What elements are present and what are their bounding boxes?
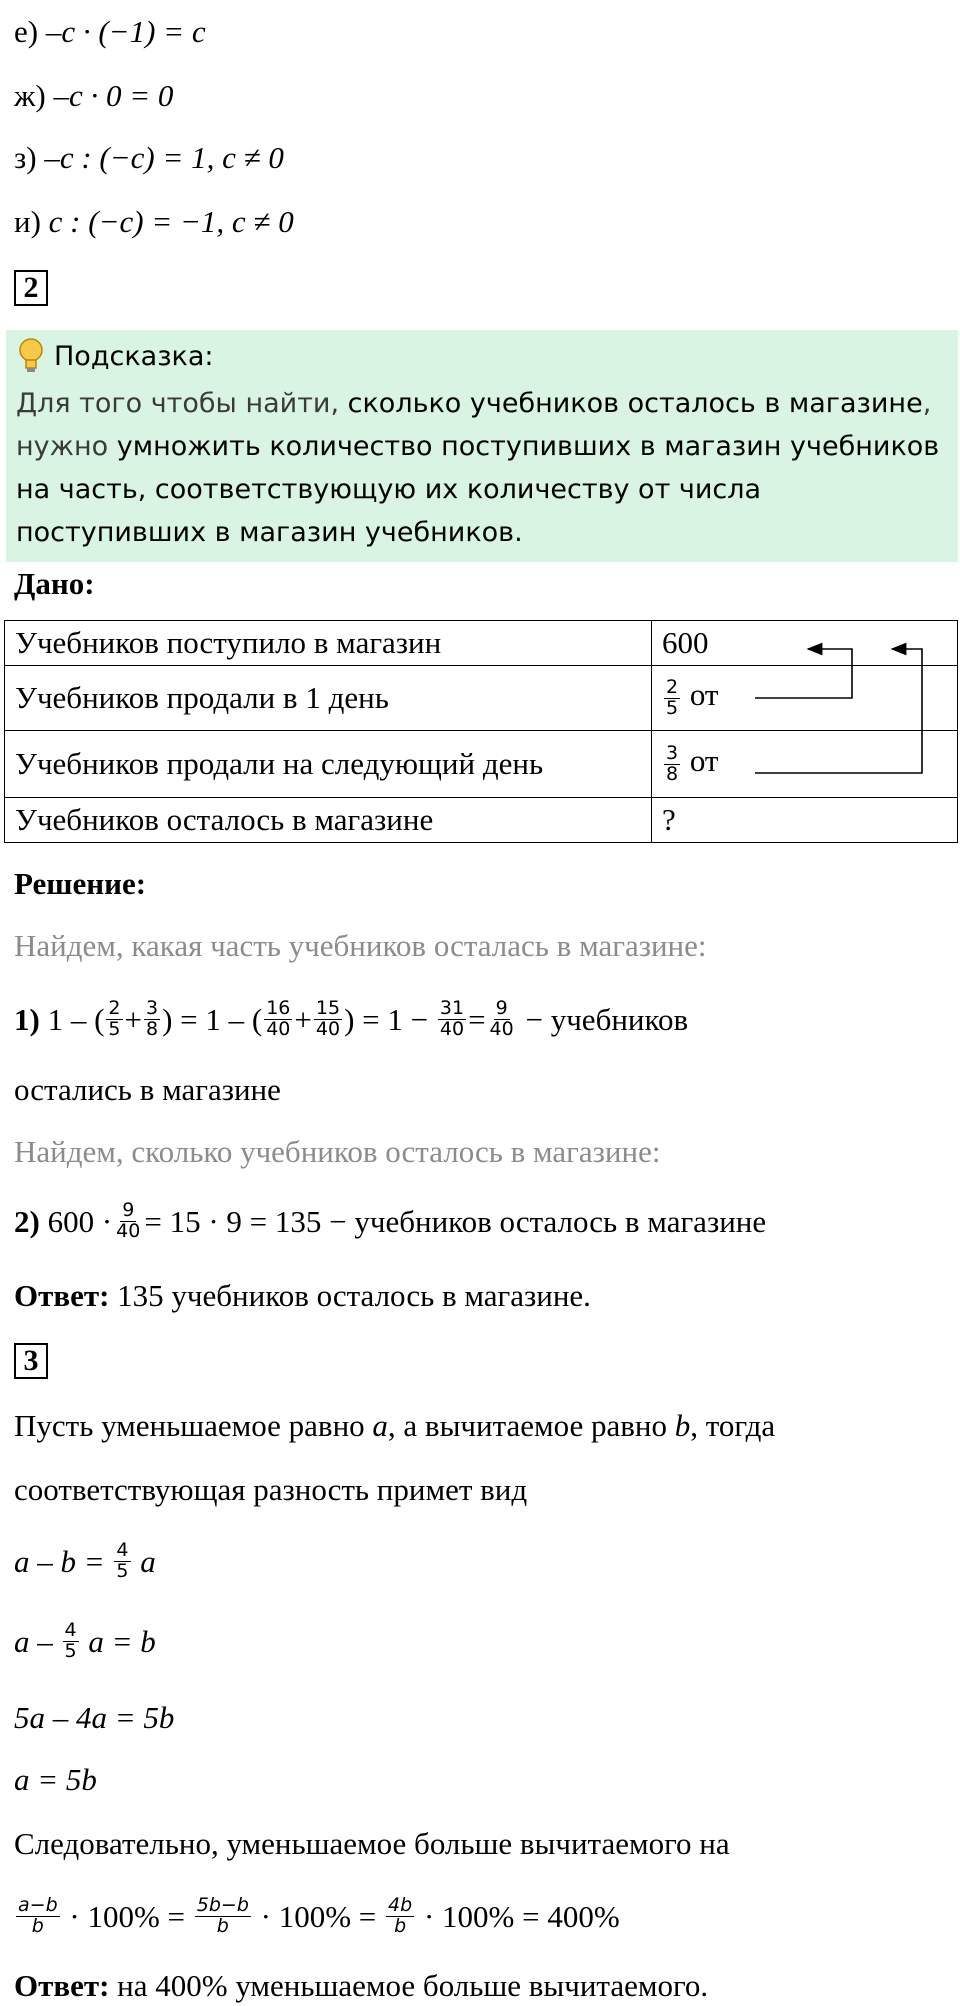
hint-header — [16, 330, 948, 382]
table-row — [5, 666, 958, 731]
math-expr: c : (−c) = −1, c ≠ 0 — [48, 204, 294, 239]
percent-equation — [14, 1888, 620, 1944]
fraction — [195, 1893, 251, 1937]
fraction — [63, 1618, 79, 1662]
answer-text: на 400% уменьшаемое больше вычитаемого. — [109, 1968, 709, 2003]
math-text: · 100% = 400% — [423, 1898, 620, 1934]
answer-label: Ответ: — [14, 1968, 110, 2003]
solution-label: Решение: — [14, 866, 147, 901]
suffix-text: от — [689, 677, 719, 713]
table-cell-label: Учебников осталось в магазине — [5, 798, 652, 843]
table-cell-label: Учебников поступило в магазин — [5, 621, 652, 666]
math-expr: –c · (−1) = c — [45, 14, 206, 49]
fraction-denominator: 40 — [116, 1219, 141, 1242]
text: , тогда — [690, 1408, 776, 1443]
fraction-denominator: 40 — [439, 1017, 465, 1040]
fraction — [438, 996, 466, 1040]
item-label: е) — [14, 14, 39, 49]
hint-text-emph: сколько учебников осталось в магазине — [347, 388, 923, 419]
fraction-denominator: 40 — [489, 1017, 514, 1040]
fraction-numerator: 4b — [388, 1893, 413, 1916]
fraction — [114, 1198, 142, 1242]
answer-2 — [14, 1280, 591, 1311]
math-text: a = b — [88, 1623, 156, 1659]
equation-4: a = 5b — [14, 1762, 97, 1797]
step1-continuation: остались в магазине — [14, 1072, 281, 1107]
fraction-numerator: 16 — [266, 996, 291, 1019]
fraction-denominator: b — [31, 1914, 44, 1937]
math-text: a – b = — [14, 1543, 105, 1579]
math-text: · 100% = — [260, 1898, 377, 1934]
table-cell-value: ? — [652, 798, 958, 843]
fraction-numerator: 3 — [666, 741, 679, 764]
table-row — [5, 731, 958, 798]
hint-text-part: Для того чтобы найти, — [16, 388, 348, 419]
text: , а вычитаемое равно — [387, 1408, 675, 1443]
line-e — [14, 16, 206, 47]
math-text: 1 – ( — [47, 1001, 105, 1037]
equation-2 — [14, 1616, 156, 1666]
fraction-numerator: 15 — [315, 996, 341, 1019]
text: Пусть уменьшаемое равно — [14, 1408, 373, 1443]
item-label: ж) — [14, 78, 46, 113]
answer-label: Ответ: — [14, 1278, 110, 1313]
table-cell-value: 600 — [652, 621, 958, 666]
fraction-denominator: 5 — [108, 1017, 121, 1040]
answer-text: 135 учебников осталось в магазине. — [109, 1278, 591, 1313]
equation-1 — [14, 1536, 156, 1586]
task3-intro-2: соответствующая разность примет вид — [14, 1472, 528, 1507]
given-table — [4, 620, 958, 843]
math-expr: –c · 0 = 0 — [53, 78, 174, 113]
math-text: + — [294, 1001, 312, 1037]
fraction — [314, 996, 342, 1040]
line-z — [14, 142, 284, 173]
fraction — [664, 741, 680, 785]
fraction-numerator: 2 — [108, 996, 121, 1019]
hint-text-emph: умножить количество поступивших в магазин учебников на часть, соответствующую их количеству от числа поступивших в магазин учебников. — [16, 431, 940, 548]
line-i — [14, 206, 294, 237]
step2-equation — [14, 1196, 766, 1246]
fraction-numerator: 9 — [122, 1198, 135, 1221]
fraction-numerator: 4 — [64, 1618, 77, 1641]
hint-text — [16, 382, 948, 554]
fraction-numerator: 31 — [439, 996, 465, 1019]
math-text: = — [468, 1001, 486, 1037]
fraction-numerator: 4 — [116, 1538, 129, 1561]
task-number-2: 2 — [14, 270, 48, 306]
math-var: a — [372, 1408, 388, 1443]
fraction — [664, 675, 680, 719]
lightbulb-icon — [16, 337, 46, 375]
table-cell-value — [652, 731, 958, 798]
fraction-denominator: 8 — [666, 762, 679, 785]
equation-3: 5a – 4a = 5b — [14, 1700, 175, 1735]
fraction-numerator: 3 — [145, 996, 159, 1019]
math-text: a — [140, 1543, 156, 1579]
step-number: 1) — [14, 1001, 40, 1037]
fraction — [106, 996, 122, 1040]
fraction-denominator: 5 — [116, 1559, 129, 1582]
fraction-denominator: 40 — [266, 1017, 291, 1040]
fraction-numerator: 5b−b — [196, 1893, 249, 1916]
math-text: − учебников — [525, 1001, 689, 1037]
answer-3 — [14, 1970, 708, 2001]
fraction-numerator: 9 — [495, 996, 508, 1019]
fraction-numerator: a−b — [18, 1893, 58, 1916]
suffix-text: от — [689, 743, 719, 779]
step1-equation — [14, 994, 688, 1044]
fraction-denominator: 8 — [145, 1017, 159, 1040]
fraction — [386, 1893, 414, 1937]
math-expr: –c : (−c) = 1, c ≠ 0 — [44, 140, 284, 175]
math-text: 600 · — [47, 1203, 113, 1239]
fraction — [144, 996, 160, 1040]
hint-box — [6, 330, 958, 562]
fraction-denominator: b — [216, 1914, 229, 1937]
fraction — [488, 996, 516, 1040]
step1-intro: Найдем, какая часть учебников осталась в магазине: — [14, 928, 707, 963]
table-cell-value — [652, 666, 958, 731]
fraction-denominator: 5 — [666, 696, 679, 719]
fraction-denominator: 5 — [64, 1639, 77, 1662]
table-row — [5, 621, 958, 666]
math-text: a – — [14, 1623, 53, 1659]
math-text: + — [124, 1001, 142, 1037]
math-text: ) = 1 − — [344, 1001, 429, 1037]
fraction-denominator: b — [394, 1914, 407, 1937]
fraction — [16, 1893, 60, 1937]
math-text: · 100% = — [69, 1898, 186, 1934]
conclusion: Следовательно, уменьшаемое больше вычитаемого на — [14, 1826, 730, 1861]
item-label: и) — [14, 204, 41, 239]
table-cell-label: Учебников продали в 1 день — [5, 666, 652, 731]
task-number-3: 3 — [14, 1343, 48, 1379]
item-label: з) — [14, 140, 37, 175]
line-zh — [14, 80, 173, 111]
math-var: b — [674, 1408, 691, 1443]
math-text: ) = 1 – ( — [162, 1001, 263, 1037]
given-label: Дано: — [14, 566, 95, 601]
fraction-numerator: 2 — [666, 675, 679, 698]
hint-text-part: , нужно — [16, 388, 932, 462]
fraction-denominator: 40 — [315, 1017, 341, 1040]
task3-intro-1 — [14, 1410, 775, 1441]
fraction — [264, 996, 292, 1040]
table-row — [5, 798, 958, 843]
fraction — [114, 1538, 130, 1582]
math-text: = 15 · 9 = 135 − учебников осталось в магазине — [144, 1203, 767, 1239]
table-cell-label: Учебников продали на следующий день — [5, 731, 652, 798]
step-number: 2) — [14, 1203, 40, 1239]
hint-title: Подсказка: — [54, 340, 214, 372]
step2-intro: Найдем, сколько учебников осталось в магазине: — [14, 1134, 661, 1169]
